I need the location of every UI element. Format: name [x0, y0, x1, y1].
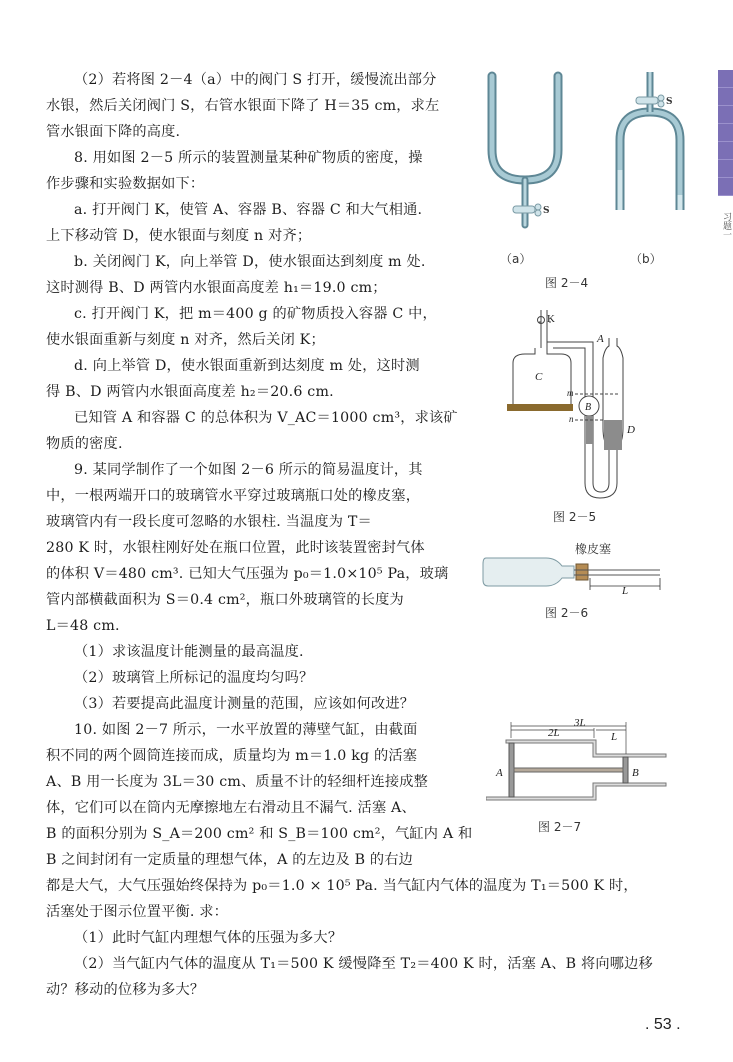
label-l-segment: L — [611, 731, 618, 743]
p9-q3: （3）若要提高此温度计测量的范围，应该如何改进？ — [74, 696, 415, 712]
p9-q2: （2）玻璃管上所标记的温度均匀吗？ — [74, 670, 314, 686]
figure-2-5-caption: 图 2－5 — [553, 510, 597, 524]
p9-q1: （1）求该温度计能测量的最高温度. — [74, 644, 304, 660]
label-c: C — [535, 371, 543, 383]
p8-question-line1: 已知管 A 和容器 C 的总体积为 V_AC＝1000 cm³，求该矿 — [74, 410, 458, 426]
figure-2-6-illustration — [478, 540, 668, 600]
label-piston-a: A — [496, 767, 503, 779]
p10-q2-line1: （2）当气缸内气体的温度从 T₁＝500 K 缓慢降至 T₂＝400 K 时，活塞 A、B 将向哪边移 — [74, 956, 653, 972]
p10-line4: 体，它们可以在筒内无摩擦地左右滑动且不漏气. 活塞 A、 — [46, 800, 416, 816]
figure-2-6-caption: 图 2－6 — [545, 606, 589, 620]
p8-step-d-line2: 得 B、D 两管内水银面高度差 h₂＝20.6 cm. — [46, 384, 334, 400]
p7-part2-line1: （2）若将图 2－4（a）中的阀门 S 打开，缓慢流出部分 — [74, 72, 437, 88]
p9-line4: 280 K 时，水银柱刚好处在瓶口位置，此时该装置密封气体 — [46, 540, 425, 556]
label-k: K — [547, 313, 555, 325]
figure-2-4-sub-a: （a） — [500, 252, 532, 266]
p9-line1: 9. 某同学制作了一个如图 2－6 所示的简易温度计，其 — [74, 462, 423, 478]
label-2l: 2L — [548, 727, 560, 739]
p8-step-a-line1: a. 打开阀门 K，使管 A、容器 B、容器 C 和大气相通. — [74, 202, 423, 218]
p9-line2: 中，一根两端开口的玻璃管水平穿过玻璃瓶口处的橡皮塞， — [46, 488, 421, 504]
side-tab-label: 习题一 — [721, 212, 731, 239]
p8-intro-line2: 作步骤和实验数据如下： — [46, 176, 205, 192]
p10-line8: 活塞处于图示位置平衡. 求： — [46, 904, 229, 920]
p8-step-d-line1: d. 向上举管 D，使水银面重新到达刻度 m 处，这时测 — [74, 358, 420, 374]
p10-line6: B 之间封闭有一定质量的理想气体，A 的左边及 B 的右边 — [46, 852, 414, 868]
p8-step-c-line1: c. 打开阀门 K，把 m＝400 g 的矿物质投入容器 C 中， — [74, 306, 437, 322]
figure-2-4-caption: 图 2－4 — [545, 276, 589, 290]
valve-s-label-b: S — [666, 97, 673, 107]
p9-line5: 的体积 V＝480 cm³. 已知大气压强为 p₀＝1.0×10⁵ Pa，玻璃 — [46, 566, 449, 582]
p10-line7: 都是大气，大气压强始终保持为 p₀＝1.0 × 10⁵ Pa. 当气缸内气体的温度为 T₁＝500 K 时， — [46, 878, 638, 894]
label-a: A — [597, 333, 604, 345]
p7-part2-line2: 水银，然后关闭阀门 S，右管水银面下降了 H＝35 cm，求左 — [46, 98, 440, 114]
label-d: D — [627, 424, 635, 436]
p10-line1: 10. 如图 2－7 所示，一水平放置的薄壁气缸，由截面 — [74, 722, 418, 738]
figure-2-4-illustration — [480, 70, 690, 240]
p8-step-b-line2: 这时测得 B、D 两管内水银面高度差 h₁＝19.0 cm； — [46, 280, 387, 296]
valve-s-label-a: S — [543, 206, 550, 216]
figure-2-7-illustration — [486, 718, 676, 808]
p7-part2-line3: 管水银面下降的高度. — [46, 124, 181, 140]
figure-2-7-caption: 图 2－7 — [538, 820, 582, 834]
p8-step-b-line1: b. 关闭阀门 K，向上举管 D，使水银面达到刻度 m 处. — [74, 254, 426, 270]
label-3l: 3L — [574, 718, 586, 729]
label-piston-b: B — [632, 767, 639, 779]
stopper-label: 橡皮塞 — [575, 542, 612, 556]
p8-step-c-line2: 使水银面重新与刻度 n 对齐，然后关闭 K； — [46, 332, 325, 348]
p10-line2: 积不同的两个圆筒连接而成，质量均为 m＝1.0 kg 的活塞 — [46, 748, 418, 764]
figure-2-4-sub-b: （b） — [630, 252, 662, 266]
p8-step-a-line2: 上下移动管 D，使水银面与刻度 n 对齐； — [46, 228, 312, 244]
label-m: m — [567, 388, 574, 398]
label-n: n — [569, 414, 574, 424]
label-b: B — [585, 402, 592, 413]
label-l: L — [622, 585, 629, 597]
chapter-side-tab — [718, 70, 733, 196]
p10-q2-line2: 动？移动的位移为多大？ — [46, 982, 205, 998]
p8-intro-line1: 8. 用如图 2－5 所示的装置测量某种矿物质的密度，操 — [74, 150, 423, 166]
p9-line6: 管内部横截面积为 S＝0.4 cm²，瓶口外玻璃管的长度为 — [46, 592, 404, 608]
figure-2-5-illustration — [505, 308, 655, 508]
p10-line3: A、B 用一长度为 3L＝30 cm、质量不计的轻细杆连接成整 — [46, 774, 429, 790]
p10-q1: （1）此时气缸内理想气体的压强为多大？ — [74, 930, 343, 946]
p9-line3: 玻璃管内有一段长度可忽略的水银柱. 当温度为 T＝ — [46, 514, 372, 530]
p9-line7: L＝48 cm. — [46, 618, 120, 634]
p10-line5: B 的面积分别为 S_A＝200 cm² 和 S_B＝100 cm²，气缸内 A 和 — [46, 826, 473, 842]
page-number: . 53 . — [645, 1016, 681, 1033]
p8-question-line2: 物质的密度. — [46, 436, 123, 452]
